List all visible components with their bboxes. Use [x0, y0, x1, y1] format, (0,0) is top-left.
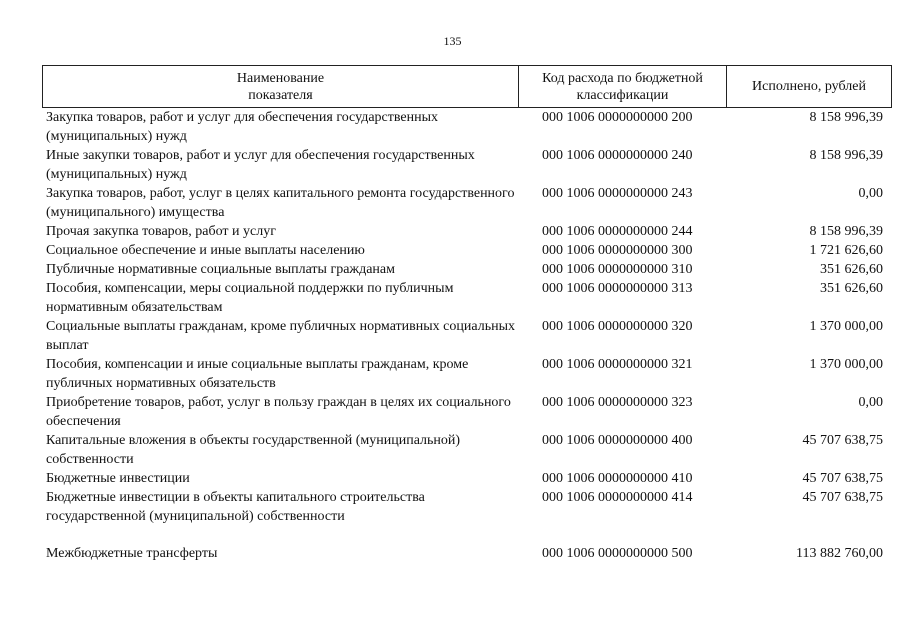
- page-number: 135: [443, 34, 462, 48]
- column-header-name: Наименование показателя: [43, 66, 519, 107]
- table-row: [0, 544, 905, 563]
- row-code: 000 1006 0000000000 313: [542, 281, 693, 296]
- row-code: 000 1006 0000000000 410: [542, 471, 693, 486]
- table-row: [0, 469, 905, 488]
- row-code: 000 1006 0000000000 321: [542, 357, 693, 372]
- row-name: Публичные нормативные социальные выплаты гражданам: [46, 262, 395, 277]
- column-header-executed: Исполнено, рублей: [752, 79, 866, 94]
- row-code: 000 1006 0000000000 320: [542, 319, 693, 334]
- row-executed: 1 370 000,00: [809, 357, 883, 372]
- row-name: Приобретение товаров, работ, услуг в пользу граждан в целях их социального обеспечения: [46, 395, 511, 429]
- row-name: Иные закупки товаров, работ и услуг для обеспечения государственных (муниципальных) нужд: [46, 148, 475, 182]
- row-executed: 0,00: [858, 395, 883, 410]
- row-code: 000 1006 0000000000 244: [542, 224, 693, 239]
- row-name: Прочая закупка товаров, работ и услуг: [46, 224, 276, 239]
- row-name: Бюджетные инвестиции: [46, 471, 190, 486]
- row-code: 000 1006 0000000000 310: [542, 262, 693, 277]
- row-executed: 8 158 996,39: [809, 148, 883, 163]
- row-executed: 351 626,60: [820, 262, 883, 277]
- row-code: 000 1006 0000000000 500: [542, 546, 693, 561]
- table-body: [0, 108, 905, 563]
- row-name: Закупка товаров, работ, услуг в целях капитального ремонта государственного (муниципального) имущества: [46, 186, 515, 220]
- row-executed: 113 882 760,00: [796, 546, 883, 561]
- table-row: [0, 146, 905, 184]
- row-executed: 351 626,60: [820, 281, 883, 296]
- row-name: Межбюджетные трансферты: [46, 546, 218, 561]
- row-name: Социальные выплаты гражданам, кроме публичных нормативных социальных выплат: [46, 319, 515, 353]
- table-row: [0, 488, 905, 544]
- table-row: [0, 431, 905, 469]
- row-name: Пособия, компенсации, меры социальной поддержки по публичным нормативным обязательствам: [46, 281, 454, 315]
- table-row: [0, 279, 905, 317]
- table-row: [0, 184, 905, 222]
- row-executed: 1 721 626,60: [809, 243, 883, 258]
- table-row: [0, 393, 905, 431]
- table-row: [0, 241, 905, 260]
- row-executed: 8 158 996,39: [809, 110, 883, 125]
- row-code: 000 1006 0000000000 414: [542, 490, 693, 505]
- row-code: 000 1006 0000000000 400: [542, 433, 693, 448]
- table-header: [42, 65, 892, 108]
- row-code: 000 1006 0000000000 200: [542, 110, 693, 125]
- row-executed: 1 370 000,00: [809, 319, 883, 334]
- row-name: Бюджетные инвестиции в объекты капитального строительства государственной (муниципальной) собственности: [46, 490, 425, 524]
- column-header-code: Код расхода по бюджетной классификации: [519, 66, 727, 107]
- row-executed: 45 707 638,75: [802, 471, 883, 486]
- table-row: [0, 108, 905, 146]
- row-name: Социальное обеспечение и иные выплаты населению: [46, 243, 365, 258]
- row-name: Закупка товаров, работ и услуг для обеспечения государственных (муниципальных) нужд: [46, 110, 439, 144]
- table-row: [0, 260, 905, 279]
- row-name: Капитальные вложения в объекты государственной (муниципальной) собственности: [46, 433, 461, 467]
- row-executed: 0,00: [858, 186, 883, 201]
- table-row: [0, 355, 905, 393]
- row-code: 000 1006 0000000000 243: [542, 186, 693, 201]
- table-row: [0, 317, 905, 355]
- row-code: 000 1006 0000000000 300: [542, 243, 693, 258]
- row-executed: 8 158 996,39: [809, 224, 883, 239]
- row-executed: 45 707 638,75: [802, 433, 883, 448]
- row-code: 000 1006 0000000000 240: [542, 148, 693, 163]
- row-executed: 45 707 638,75: [802, 490, 883, 505]
- row-code: 000 1006 0000000000 323: [542, 395, 693, 410]
- table-row: [0, 222, 905, 241]
- row-name: Пособия, компенсации и иные социальные выплаты гражданам, кроме публичных нормативных обязательств: [46, 357, 469, 391]
